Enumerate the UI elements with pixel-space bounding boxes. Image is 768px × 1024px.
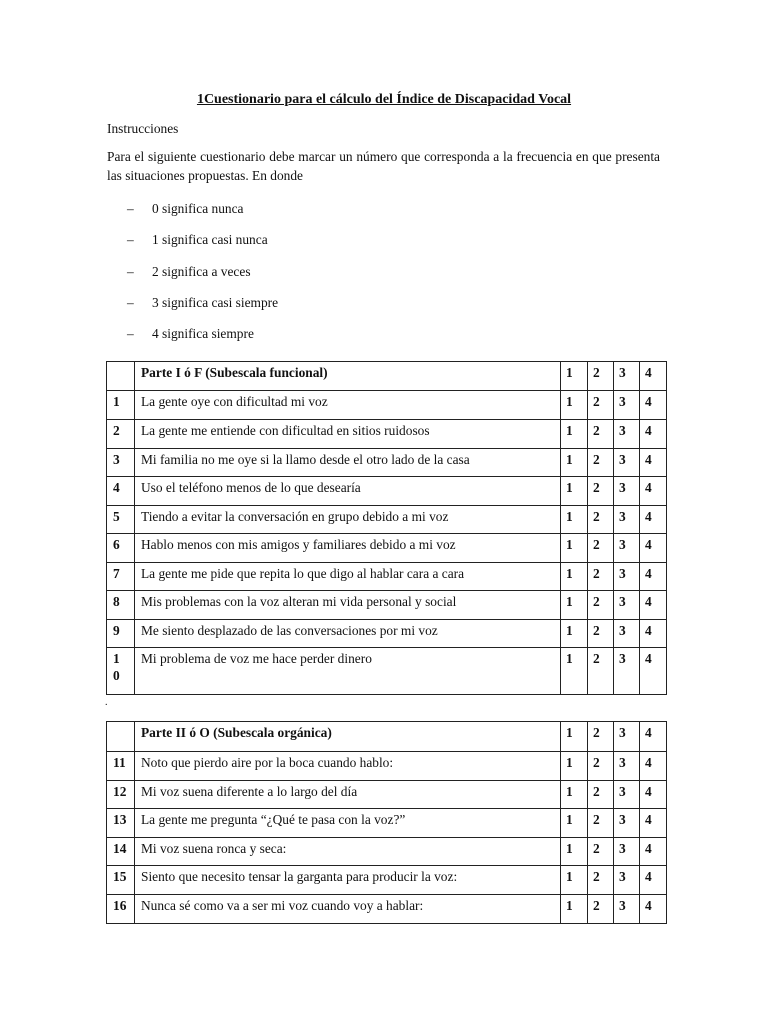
question-row (107, 894, 667, 923)
scale-item (107, 200, 278, 231)
table-header-row (107, 722, 667, 752)
separator-dot: . (105, 697, 108, 708)
answer-option-3[interactable]: 3 (614, 780, 640, 809)
question-row (107, 780, 667, 809)
dash-bullet: – (127, 294, 134, 310)
answer-option-3[interactable]: 3 (614, 894, 640, 923)
dash-bullet: – (127, 232, 134, 248)
answer-option-2[interactable]: 2 (588, 809, 614, 838)
part-title-cell: Parte I ó F (Subescala funcional) (135, 362, 561, 391)
answer-option-4[interactable]: 4 (640, 534, 667, 563)
question-number: 2 (107, 420, 135, 449)
intro-paragraph: Para el siguiente cuestionario debe marcar un número que corresponda a la frecuencia en que presenta las situaciones propuestas. En donde (107, 149, 660, 183)
answer-option-1[interactable]: 1 (561, 619, 588, 648)
question-text: Mi familia no me oye si la llamo desde el otro lado de la casa (135, 448, 561, 477)
answer-option-1[interactable]: 1 (561, 534, 588, 563)
question-row (107, 505, 667, 534)
answer-option-1[interactable]: 1 (561, 780, 588, 809)
answer-option-4[interactable]: 4 (640, 448, 667, 477)
answer-option-4[interactable]: 4 (640, 866, 667, 895)
answer-option-2[interactable]: 2 (588, 505, 614, 534)
answer-option-1[interactable]: 1 (561, 837, 588, 866)
question-number: 3 (107, 448, 135, 477)
scale-item-text: 4 significa siempre (152, 326, 254, 342)
answer-option-4[interactable]: 4 (640, 562, 667, 591)
answer-option-2[interactable]: 2 (588, 894, 614, 923)
question-text: La gente me entiende con dificultad en sitios ruidosos (135, 420, 561, 449)
answer-option-2[interactable]: 2 (588, 534, 614, 563)
answer-option-3[interactable]: 3 (614, 619, 640, 648)
question-number: 1 (107, 391, 135, 420)
answer-option-3[interactable]: 3 (614, 562, 640, 591)
answer-option-3[interactable]: 3 (614, 505, 640, 534)
answer-option-1[interactable]: 1 (561, 477, 588, 506)
answer-option-2[interactable]: 2 (588, 420, 614, 449)
question-number: 6 (107, 534, 135, 563)
question-row (107, 752, 667, 781)
answer-option-1[interactable]: 1 (561, 809, 588, 838)
question-row (107, 562, 667, 591)
answer-option-3[interactable]: 3 (614, 391, 640, 420)
answer-option-1[interactable]: 1 (561, 391, 588, 420)
answer-option-2[interactable]: 2 (588, 591, 614, 620)
answer-option-3[interactable]: 3 (614, 591, 640, 620)
header-option-cell: 1 (561, 722, 588, 752)
answer-option-4[interactable]: 4 (640, 505, 667, 534)
header-option-cell: 1 (561, 362, 588, 391)
header-number-cell (107, 722, 135, 752)
answer-option-2[interactable]: 2 (588, 619, 614, 648)
answer-option-1[interactable]: 1 (561, 562, 588, 591)
question-text: Noto que pierdo aire por la boca cuando hablo: (135, 752, 561, 781)
question-number: 15 (107, 866, 135, 895)
question-row (107, 448, 667, 477)
answer-option-2[interactable]: 2 (588, 391, 614, 420)
answer-option-4[interactable]: 4 (640, 420, 667, 449)
question-row (107, 420, 667, 449)
answer-option-4[interactable]: 4 (640, 894, 667, 923)
question-number: 4 (107, 477, 135, 506)
header-option-cell: 3 (614, 722, 640, 752)
question-row (107, 534, 667, 563)
question-text: Uso el teléfono menos de lo que desearía (135, 477, 561, 506)
question-row (107, 809, 667, 838)
question-text: Mi voz suena ronca y seca: (135, 837, 561, 866)
question-row (107, 837, 667, 866)
question-number: 1 0 (107, 648, 135, 695)
part-title-cell: Parte II ó O (Subescala orgánica) (135, 722, 561, 752)
header-option-cell: 2 (588, 362, 614, 391)
table-header-row (107, 362, 667, 391)
answer-option-3[interactable]: 3 (614, 752, 640, 781)
answer-option-3[interactable]: 3 (614, 866, 640, 895)
question-number: 9 (107, 619, 135, 648)
question-row (107, 866, 667, 895)
answer-option-1[interactable]: 1 (561, 420, 588, 449)
scale-item (107, 231, 278, 262)
header-option-cell: 4 (640, 722, 667, 752)
question-row (107, 591, 667, 620)
answer-option-3[interactable]: 3 (614, 477, 640, 506)
question-row (107, 619, 667, 648)
answer-option-1[interactable]: 1 (561, 648, 588, 695)
answer-option-3[interactable]: 3 (614, 648, 640, 695)
dash-bullet: – (127, 201, 134, 216)
question-row (107, 391, 667, 420)
scale-item-text: 2 significa a veces (152, 263, 251, 279)
question-number: 13 (107, 809, 135, 838)
answer-option-3[interactable]: 3 (614, 837, 640, 866)
header-number-cell (107, 362, 135, 391)
instructions-label: Instrucciones (107, 121, 179, 136)
answer-option-4[interactable]: 4 (640, 391, 667, 420)
question-number: 8 (107, 591, 135, 620)
answer-option-4[interactable]: 4 (640, 619, 667, 648)
question-row (107, 477, 667, 506)
document-title: 1Cuestionario para el cálculo del Índice de Discapacidad Vocal (196, 92, 572, 107)
question-number: 14 (107, 837, 135, 866)
question-number: 7 (107, 562, 135, 591)
answer-option-4[interactable]: 4 (640, 780, 667, 809)
question-text: La gente oye con dificultad mi voz (135, 391, 561, 420)
dash-bullet: – (127, 326, 134, 342)
question-text: Me siento desplazado de las conversaciones por mi voz (135, 619, 561, 648)
question-number: 16 (107, 894, 135, 923)
answer-option-3[interactable]: 3 (614, 448, 640, 477)
answer-option-4[interactable]: 4 (640, 752, 667, 781)
answer-option-3[interactable]: 3 (614, 420, 640, 449)
header-option-cell: 4 (640, 362, 667, 391)
answer-option-2[interactable]: 2 (588, 837, 614, 866)
scale-item-text: 1 significa casi nunca (152, 232, 268, 248)
question-number: 11 (107, 752, 135, 781)
answer-option-3[interactable]: 3 (614, 809, 640, 838)
scale-item (107, 325, 278, 356)
scale-item-text: 0 significa nunca (152, 201, 244, 216)
question-number: 5 (107, 505, 135, 534)
scale-item (107, 263, 278, 294)
answer-option-1[interactable]: 1 (561, 752, 588, 781)
part2-table (106, 721, 667, 924)
answer-option-1[interactable]: 1 (561, 591, 588, 620)
answer-option-4[interactable]: 4 (640, 837, 667, 866)
answer-option-1[interactable]: 1 (561, 448, 588, 477)
answer-option-3[interactable]: 3 (614, 534, 640, 563)
answer-option-4[interactable]: 4 (640, 809, 667, 838)
scale-list (107, 200, 278, 356)
answer-option-1[interactable]: 1 (561, 505, 588, 534)
answer-option-2[interactable]: 2 (588, 866, 614, 895)
question-text: La gente me pide que repita lo que digo al hablar cara a cara (135, 562, 561, 591)
answer-option-2[interactable]: 2 (588, 562, 614, 591)
question-row (107, 648, 667, 695)
question-text: Mi problema de voz me hace perder dinero (135, 648, 561, 695)
answer-option-2[interactable]: 2 (588, 752, 614, 781)
question-text: Tiendo a evitar la conversación en grupo debido a mi voz (135, 505, 561, 534)
question-text: Hablo menos con mis amigos y familiares debido a mi voz (135, 534, 561, 563)
answer-option-1[interactable]: 1 (561, 866, 588, 895)
question-text: Siento que necesito tensar la garganta para producir la voz: (135, 866, 561, 895)
answer-option-2[interactable]: 2 (588, 477, 614, 506)
part1-table (106, 361, 667, 695)
scale-item (107, 294, 278, 325)
answer-option-4[interactable]: 4 (640, 591, 667, 620)
question-number: 12 (107, 780, 135, 809)
answer-option-2[interactable]: 2 (588, 780, 614, 809)
answer-option-2[interactable]: 2 (588, 648, 614, 695)
dash-bullet: – (127, 263, 134, 279)
header-option-cell: 3 (614, 362, 640, 391)
question-text: Mi voz suena diferente a lo largo del día (135, 780, 561, 809)
answer-option-4[interactable]: 4 (640, 648, 667, 695)
question-text: Mis problemas con la voz alteran mi vida personal y social (135, 591, 561, 620)
scale-item-text: 3 significa casi siempre (152, 294, 279, 310)
question-text: La gente me pregunta “¿Qué te pasa con la voz?” (135, 809, 561, 838)
answer-option-1[interactable]: 1 (561, 894, 588, 923)
answer-option-2[interactable]: 2 (588, 448, 614, 477)
answer-option-4[interactable]: 4 (640, 477, 667, 506)
question-text: Nunca sé como va a ser mi voz cuando voy a hablar: (135, 894, 561, 923)
header-option-cell: 2 (588, 722, 614, 752)
